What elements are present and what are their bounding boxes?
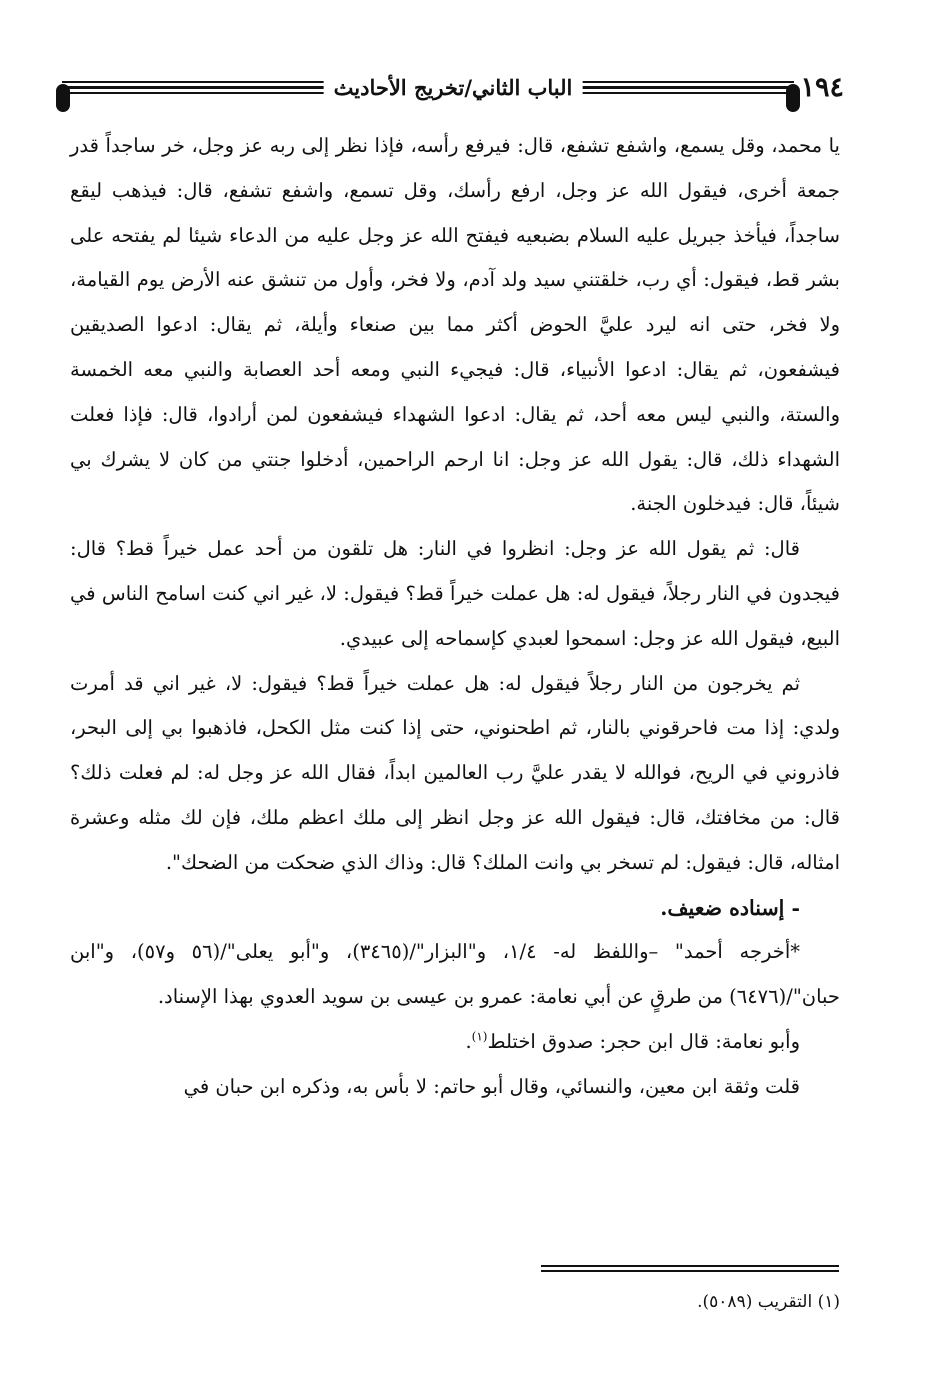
ornament-icon xyxy=(56,84,70,112)
paragraph-takhrij: *أخرجه أحمد" –واللفظ له- ١/٤، و"البزار"/(٣٤٦٥)، و"أبو يعلى"/(٥٦ و٥٧)، و"ابن حبان"/(٦٤٧٦) من طرقٍ عن أبي نعامة: عمرو بن عيسى بن سويد العدوي بهذا الإسناد. xyxy=(70,940,840,1009)
paragraph-abu-naama xyxy=(70,1020,840,1065)
paragraph-hadith-intercession: يا محمد، وقل يسمع، واشفع تشفع، قال: فيرفع رأسه، فإذا نظر إلى ربه عز وجل، خر ساجداً قدر جمعة أخرى، فيقول الله عز وجل، ارفع رأسك، وقل تسمع، واشفع تشفع، قال: فيذهب ليقع ساجداً، فيأخذ جبريل عليه السلام بضبعيه فيفتح الله عز وجل عليه من الدعاء شيئا لم يفتحه على بشر قط، فيقول: أي رب، خلقتني سيد ولد آدم، ولا فخر، وأول من تنشق عنه الأرض يوم القيامة، ولا فخر، حتى انه ليرد عليَّ الحوض أكثر مما بين صنعاء وأيلة، ثم يقال: ادعوا الصديقين فيشفعون، ثم يقال: ادعوا الأنبياء، قال: فيجيء النبي ومعه أحد العصابة والنبي معه الخمسة والستة، والنبي ليس معه أحد، ثم يقال: ادعوا الشهداء فيشفعون لمن أرادوا، قال: فإذا فعلت الشهداء ذلك، قال: يقول الله عز وجل: انا ارحم الراحمين، أدخلوا جنتي من كان لا يشرك بي شيئاً، قال: فيدخلون الجنة. xyxy=(70,134,840,516)
abu-naama-text: وأبو نعامة: قال ابن حجر: صدوق اختلط xyxy=(487,1029,800,1053)
footnote-divider xyxy=(541,1265,839,1271)
ornament-icon xyxy=(786,84,800,112)
paragraph-man-from-fire: ثم يخرجون من النار رجلاً فيقول له: هل عملت خيراً قط؟ فيقول: لا، غير اني قد أمرت ولدي: إذا مت فاحرقوني بالنار، ثم اطحنوني، حتى إذا كنت مثل الكحل، فاذهبوا بي إلى البحر، فاذروني في الريح، فوالله لا يقدر عليَّ رب العالمين ابداً، فقال الله عز وجل له: لم فعلت ذلك؟ قال: من مخافتك، قال: فيقول الله عز وجل انظر إلى ملك اعظم ملك، فإن لك مثله وعشرة امثاله، قال: فيقول: لم تسخر بي وانت الملك؟ قال: وذاك الذي ضحكت من الضحك". xyxy=(70,671,840,874)
footnote: (١) التقريب (٥٠٨٩). xyxy=(697,1292,840,1312)
footnote-ref[interactable]: (١) xyxy=(471,1029,488,1044)
paragraph-fire-search: قال: ثم يقول الله عز وجل: انظروا في النار: هل تلقون من أحد عمل خيراً قط؟ قال: فيجدون في النار رجلاً، فيقول له: هل عملت خيراً قط؟ فيقول: لا، غير اني كنت اسامح الناس في البيع، فيقول الله عز وجل: اسمحوا لعبدي كإسماحه إلى عبيدي. xyxy=(70,537,840,650)
main-text xyxy=(70,124,840,1110)
paragraph-tawthiq: قلت وثقة ابن معين، والنسائي، وقال أبو حاتم: لا بأس به، وذكره ابن حبان في xyxy=(183,1074,800,1098)
abu-naama-end: . xyxy=(465,1029,472,1053)
chapter-title: الباب الثاني/تخريج الأحاديث xyxy=(324,66,583,110)
isnad-verdict: - إسناده ضعيف. xyxy=(660,895,800,920)
running-header xyxy=(62,66,844,110)
page-number: ١٩٤ xyxy=(800,72,844,103)
